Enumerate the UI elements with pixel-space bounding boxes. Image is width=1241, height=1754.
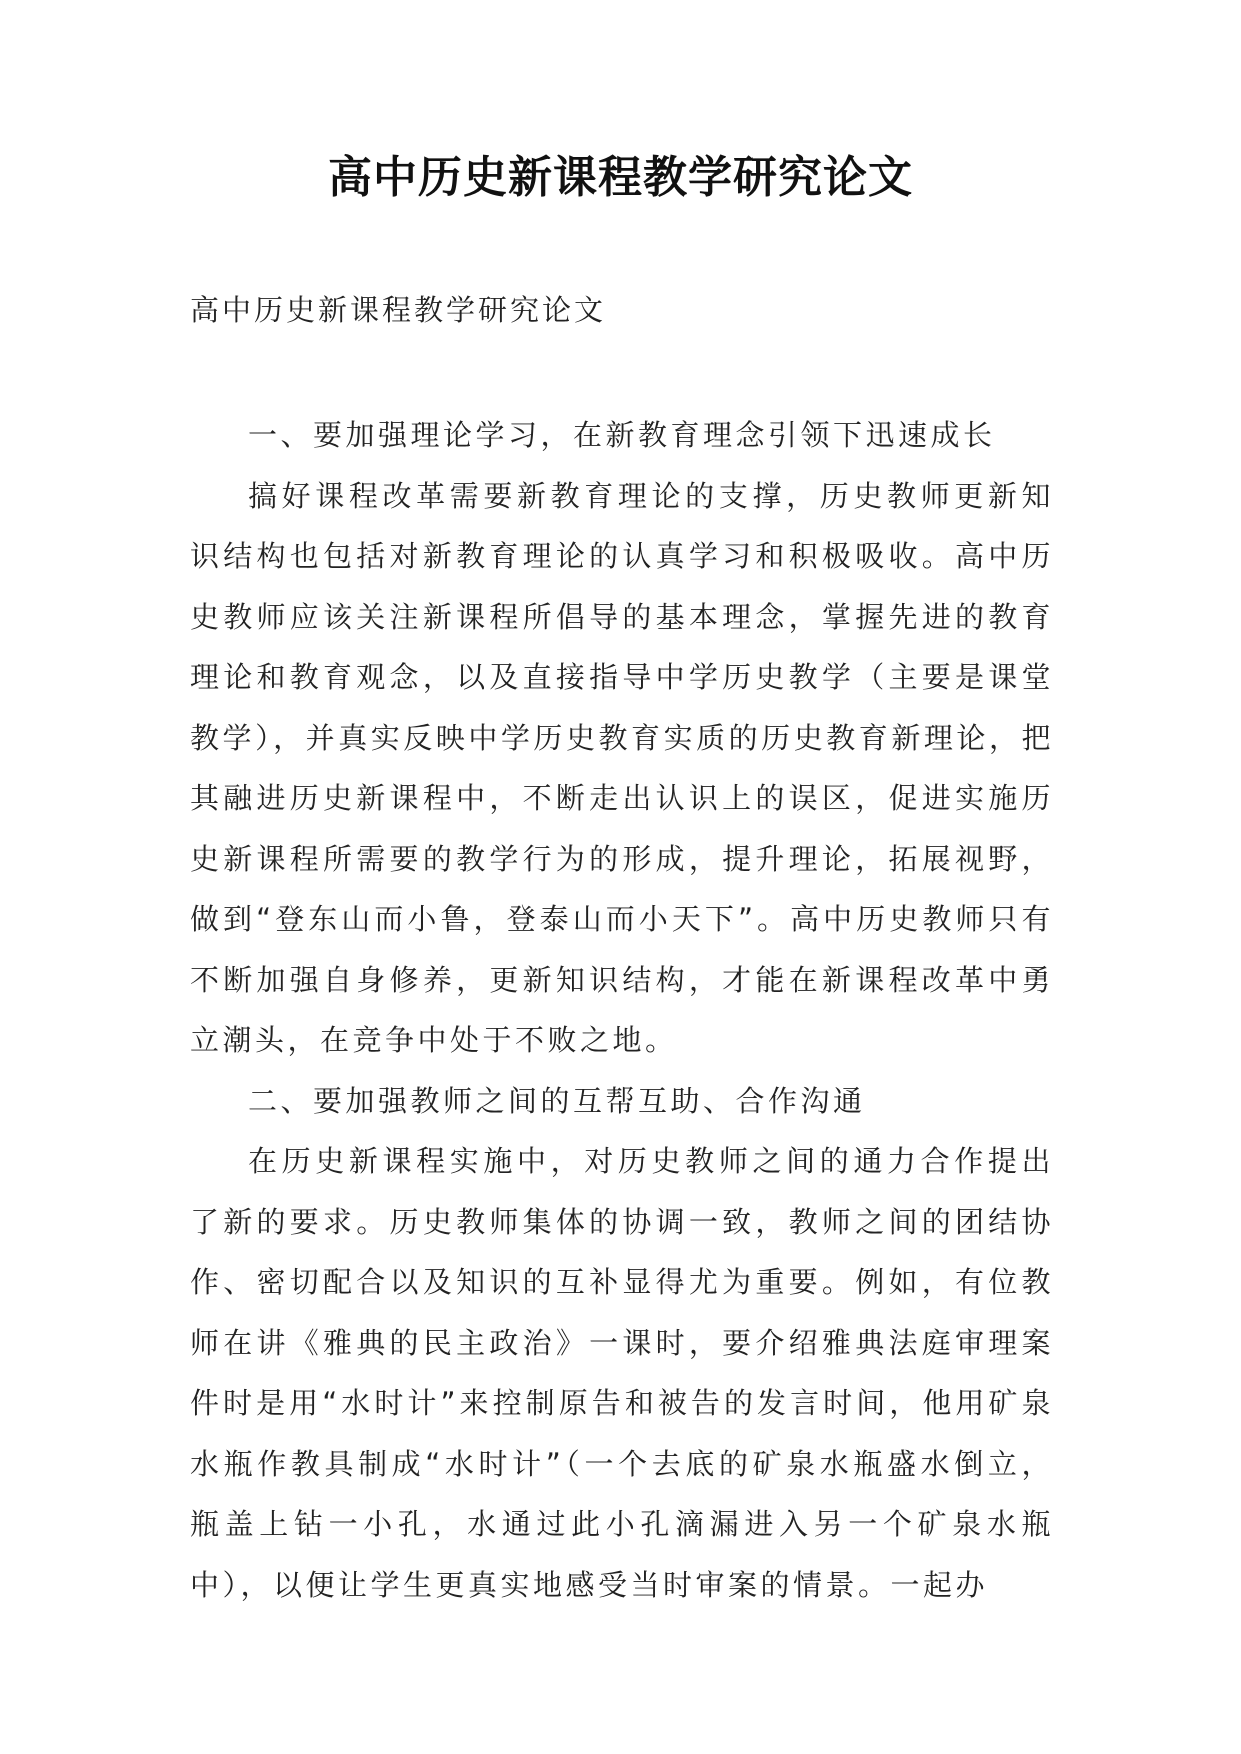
paragraph-1: 搞好课程改革需要新教育理论的支撑，历史教师更新知识结构也包括对新教育理论的认真学习和积极吸收。高中历史教师应该关注新课程所倡导的基本理念，掌握先进的教育理论和教育观念，以及直接指导中学历史教学（主要是课堂教学），并真实反映中学历史教育实质的历史教育新理论，把其融进历史新课程中，不断走出认识上的误区，促进实施历史新课程所需要的教学行为的形成，提升理论，拓展视野，做到“登东山而小鲁，登泰山而小天下”。高中历史教师只有不断加强自身修养，更新知识结构，才能在新课程改革中勇立潮头，在竞争中处于不败之地。 [190,478,1054,1057]
paragraph-2: 在历史新课程实施中，对历史教师之间的通力合作提出了新的要求。历史教师集体的协调一致，教师之间的团结协作、密切配合以及知识的互补显得尤为重要。例如，有位教师在讲《雅典的民主政治》一课时，要介绍雅典法庭审理案件时是用“水时计”来控制原告和被告的发言时间，他用矿泉水瓶作教具制成“水时计”（一个去底的矿泉水瓶盛水倒立，瓶盖上钻一小孔，水通过此小孔滴漏进入另一个矿泉水瓶中），以便让学生更真实地感受当时审案的情景。一起办 [190,1144,1054,1602]
document-body [190,405,1054,1615]
section-heading-1: 一、要加强理论学习，在新教育理念引领下迅速成长 [248,418,996,452]
document-subtitle: 高中历史新课程教学研究论文 [190,293,607,327]
section-heading-2: 二、要加强教师之间的互帮互助、合作沟通 [248,1083,866,1118]
document-title: 高中历史新课程教学研究论文 [328,152,913,203]
